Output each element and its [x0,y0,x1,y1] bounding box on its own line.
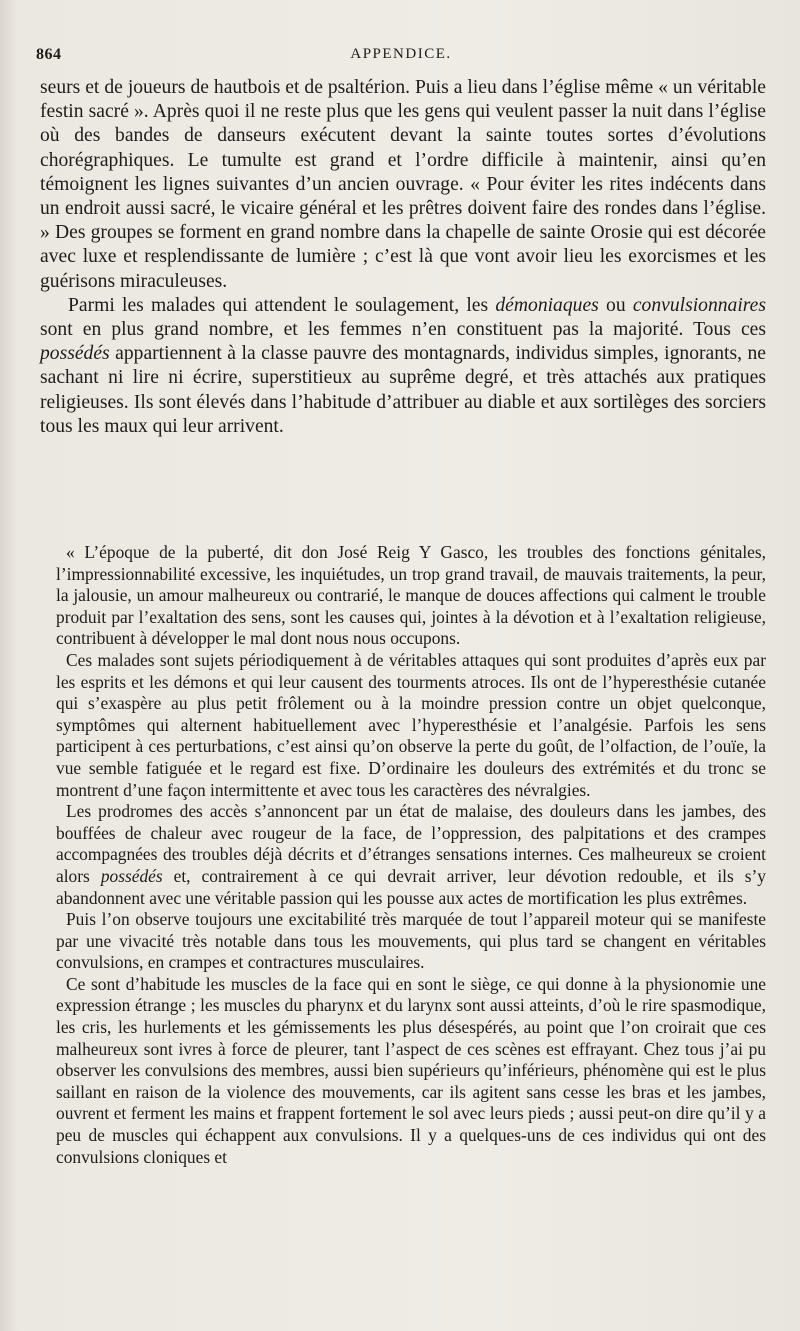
italic-term: démoniaques [495,294,599,316]
page-number: 864 [36,46,62,63]
quote-paragraph-3 [56,801,766,909]
text-run: Parmi les malades qui attendent le soulagement, les [68,294,496,316]
text-run: appartiennent à la classe pauvre des montagnards, individus simples, ignorants, ne sachant ni lire ni écrire, superstitieux au suprême degré, et très attachés aux pratiques religieuses. Ils sont élevés dans l’habitude d’attribuer au diable et aux sortilèges des sorciers tous les maux qui leur arrivent. [40,343,766,437]
text-run: sont en plus grand nombre, et les femmes n’en constituent pas la majorité. Tous ces [40,319,766,341]
main-text [40,76,766,439]
quote-paragraph-2: Ces malades sont sujets périodiquement à de véritables attaques qui sont produites d’après eux par les esprits et les démons et qui leur causent des tourments atroces. Ils ont de l’hyperesthésie cutanée qui s’exaspère au plus petit frôlement ou à la moindre pression contre un objet quelconque, symptômes qui alternent habituellement avec l’hyperesthésie et l’analgésie. Parfois les sens participent à ces perturbations, c’est ainsi qu’on observe la perte du goût, de l’olfaction, de l’ouïe, la vue semble fatiguée et le regard est fixe. D’ordinaire les douleurs des extrémités et du tronc se montrent d’une façon intermittente et avec tous les caractères des névralgies. [56,649,766,800]
paragraph-continuation: seurs et de joueurs de hautbois et de psaltérion. Puis a lieu dans l’église même « un véritable festin sacré ». Après quoi il ne reste plus que les gens qui veulent passer la nuit dans l’église où des bandes de danseurs exécutent devant la sainte toutes sortes d’évolutions chorégraphiques. Le tumulte est grand et l’ordre difficile à maintenir, ainsi qu’en témoignent les lignes suivantes d’un ancien ouvrage. « Pour éviter les rites indécents dans un endroit aussi sacré, le vicaire général et les prêtres doivent faire des rondes dans l’église. » Des groupes se forment en grand nombre dans la chapelle de sainte Orosie qui est décorée avec luxe et resplendissante de lumière ; c’est là que vont avoir lieu les exorcismes et les guérisons miraculeuses. [40,77,766,292]
quoted-passage [56,542,766,1168]
quote-paragraph-1: « L’époque de la puberté, dit don José Reig Y Gasco, les troubles des fonctions génitales, l’impressionnabilité excessive, les inquiétudes, un trop grand travail, de mauvais traitements, la peur, la jalousie, un amour malheureux ou contrarié, le manque de douces affections qui calment le trouble produit par l’exaltation des sens, sont les causes qui, jointes à la dévotion et à l’exaltation religieuse, contribuent à développer le mal dont nous nous occupons. [56,542,766,649]
italic-term: possédés [100,865,163,886]
italic-term: possédés [40,343,110,365]
italic-term: convulsionnaires [632,294,767,316]
quote-paragraph-5: Ce sont d’habitude les muscles de la face qui en sont le siège, ce qui donne à la physionomie une expression étrange ; les muscles du pharynx et du larynx sont aussi atteints, d’où le rire spasmodique, les cris, les hurlements et les gémissements les plus désespérés, au point que l’on croirait que ces malheureux sont ivres à force de pleurer, tant l’aspect de ces scènes est effrayant. Chez tous j’ai pu observer les convulsions des membres, aussi bien supérieurs qu’inférieurs, phénomène qui est le plus saillant en raison de la violence des mouvements, car ils agitent sans cesse les bras et les jambes, ouvrent et ferment les mains et frappent fortement le sol avec leurs pieds ; aussi peut-on dire qu’il y a peu de muscles qui échappent aux convulsions. Il y a quelques-uns de ces individus qui ont des convulsions cloniques et [56,973,766,1167]
text-run: et, contrairement à ce qui devrait arriver, leur dévotion redouble, et ils s’y abandonnent avec une véritable passion qui les pousse aux actes de mortification les plus extrêmes. [56,865,766,908]
text-run: ou [598,294,633,316]
text-run: Les prodromes des accès s’annoncent par un état de malaise, des douleurs dans les jambes, des bouffées de chaleur avec rougeur de la face, de l’oppression, des palpitations et des crampes accompagnées des troubles déjà décrits et d’étranges sensations internes. Ces malheureux se croient alors [56,801,766,886]
page-header [36,46,766,70]
paragraph-demoniaques [40,294,766,439]
quote-paragraph-4: Puis l’on observe toujours une excitabilité très marquée de tout l’appareil moteur qui se manifeste par une vivacité très notable dans tous les mouvements, qui plus tard se changent en véritables convulsions, en crampes et contractures musculaires. [56,909,766,973]
running-title: APPENDICE. [350,46,452,62]
